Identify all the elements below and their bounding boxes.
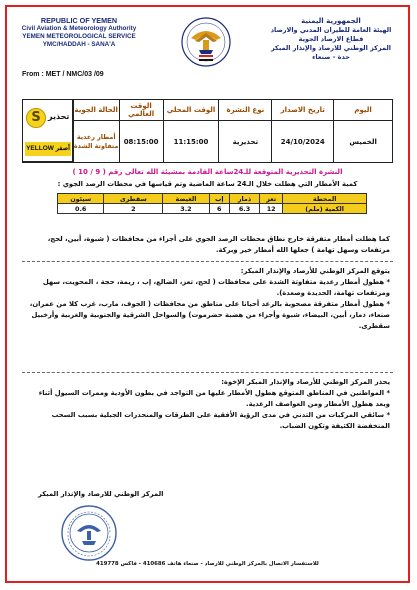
rainfall-value: 0.6	[58, 204, 104, 214]
rainfall-station: تعز	[260, 194, 283, 204]
header-arabic-line: حدة - صنعاء	[312, 53, 350, 61]
section-divider	[22, 261, 393, 262]
table-value-utc-time: 08:15:00	[119, 121, 163, 163]
official-seal-icon	[59, 503, 119, 563]
header-english-line: YMC/HADDAH - SANA'A	[42, 41, 116, 48]
table-value-weather-condition: أمطار رعدية متفاوتة الشدة	[73, 121, 119, 163]
rainfall-value-label: الكمية (ملم)	[283, 204, 367, 214]
rainfall-station: ذمار	[229, 194, 259, 204]
header-english-line: REPUBLIC OF YEMEN	[40, 16, 118, 25]
section-divider	[22, 372, 393, 373]
header-arabic-line: الجمهورية اليمنية	[301, 17, 361, 25]
rainfall-table	[57, 193, 367, 214]
rainfall-value: 12	[260, 204, 283, 214]
header-arabic-line: الهيئة العامة للطيران المدني والارصاد	[270, 26, 392, 34]
warning-item: * سائقي المركبات من التدني في مدى الرؤية الأفقية على الطرقات والمنحدرات الجبلية بسبب السحب المنخفضة الكثيفة وتكون الضباب.	[51, 411, 390, 430]
signature-text: المركز الوطني للارصاد والإنذار المبكر	[38, 490, 164, 498]
rainfall-header-label: المحطة	[283, 194, 367, 204]
header-english-line: Civil Aviation & Meteorology Authority	[21, 25, 137, 32]
forecast-title: يتوقع المركز الوطني للأرصاد والإنذار المبكر:	[240, 267, 390, 275]
header-arabic-line: المركز الوطني للارصاد والإنذار المبكر	[271, 44, 391, 52]
forecast-item: * هطول أمطار متفرقة مصحوبة بالرعد أحيانا على مناطق من محافظات ( الجوف، مارب، غرب كلا من عمران، صنعاء، ذمار، أبين، البيضاء، شبوة وأجزاء من هضبة حضرموت) والسواحل الشرقية والجنوبية والغربية وأرخبيل سقطرى.	[29, 300, 390, 330]
rainfall-station: سقطرى	[104, 194, 163, 204]
footer-contact: للاستفسار الاتصال بالمركز الوطني للارصاد - صنعاء هاتف 410686 - فاكس 419778	[96, 561, 319, 567]
table-header-bulletin-type: نوع النشرة	[219, 100, 272, 121]
storm-warning-icon: S	[26, 108, 46, 128]
rainfall-station: الغيضة	[163, 194, 209, 204]
from-reference: From : MET / NMC/03 /09	[22, 71, 104, 78]
table-value-day: الخميس	[334, 121, 393, 163]
rainfall-value: 6	[209, 204, 229, 214]
warning-level-english: YELLOW	[26, 145, 54, 152]
warning-level-arabic: أصفر	[55, 145, 70, 152]
rainfall-station: سيئون	[58, 194, 104, 204]
header-english-block	[20, 17, 138, 49]
rainfall-value: 2	[104, 204, 163, 214]
table-value-issue-date: 24/10/2024	[272, 121, 334, 163]
header-english-line: YEMEN METEOROLOGICAL SERVICE	[22, 33, 136, 40]
rainfall-value: 6.3	[229, 204, 259, 214]
rainfall-station: إب	[209, 194, 229, 204]
table-header-issue-date: تاريخ الاصدار	[272, 100, 334, 121]
warning-section	[22, 377, 390, 432]
rainfall-intro: كمية الأمطار التي هطلت خلال الـ24 ساعة الماضية وتم قياسها في محطات الرصد الجوي :	[57, 180, 358, 188]
table-value-local-time: 11:15:00	[163, 121, 219, 163]
table-header-local-time: الوقت المحلي	[163, 100, 219, 121]
authority-logo-icon	[169, 14, 243, 70]
table-header-utc-time: الوقت العالمي	[119, 100, 163, 121]
table-header-weather-condition: الحالة الجوية	[73, 100, 119, 121]
header-arabic-line: قطاع الارصاد الجوية	[298, 35, 364, 43]
rainfall-value: 3.2	[163, 204, 209, 214]
warning-word: تحذير	[48, 112, 70, 121]
additional-rainfall-paragraph: كما هطلت أمطار متفرقة خارج نطاق محطات الرصد الجوي على أجزاء من محافظات ( شبوة، أبين، لحج، مرتفعات وسهل تهامة ) جعلها الله أمطار خير وبركة.	[47, 235, 390, 254]
warning-level-box	[22, 99, 73, 162]
header-arabic-block	[267, 17, 395, 62]
warning-level-badge	[25, 142, 71, 156]
table-header-day: اليوم	[334, 100, 393, 121]
table-value-bulletin-type: تحذيرية	[219, 121, 272, 163]
bulletin-number-line: النشرة التحذيرية المتوقعة للـ24ساعة القادمة بمشيئة الله تعالى رقم ( 9 / 10 )	[72, 168, 343, 176]
forecast-section	[22, 266, 390, 332]
forecast-item: * هطول أمطار رعدية متفاوتة الشدة على محافظات ( لحج، تعز، الضالع، إب ، ريمة، حجة ، المحويت، سهل ومرتفعات تهامة، الحديدة وصعدة).	[42, 278, 390, 297]
warning-title: يحذر المركز الوطني للأرصاد والإنذار المبكر الإخوة:	[221, 378, 390, 386]
bulletin-info-table	[22, 99, 393, 163]
warning-item: * المواطنين في المناطق المتوقع هطول الأمطار عليها من التواجد في بطون الأودية وممرات السيول أثناء وبعد هطول الأمطار ومن العواصف الرعدية.	[38, 389, 390, 408]
